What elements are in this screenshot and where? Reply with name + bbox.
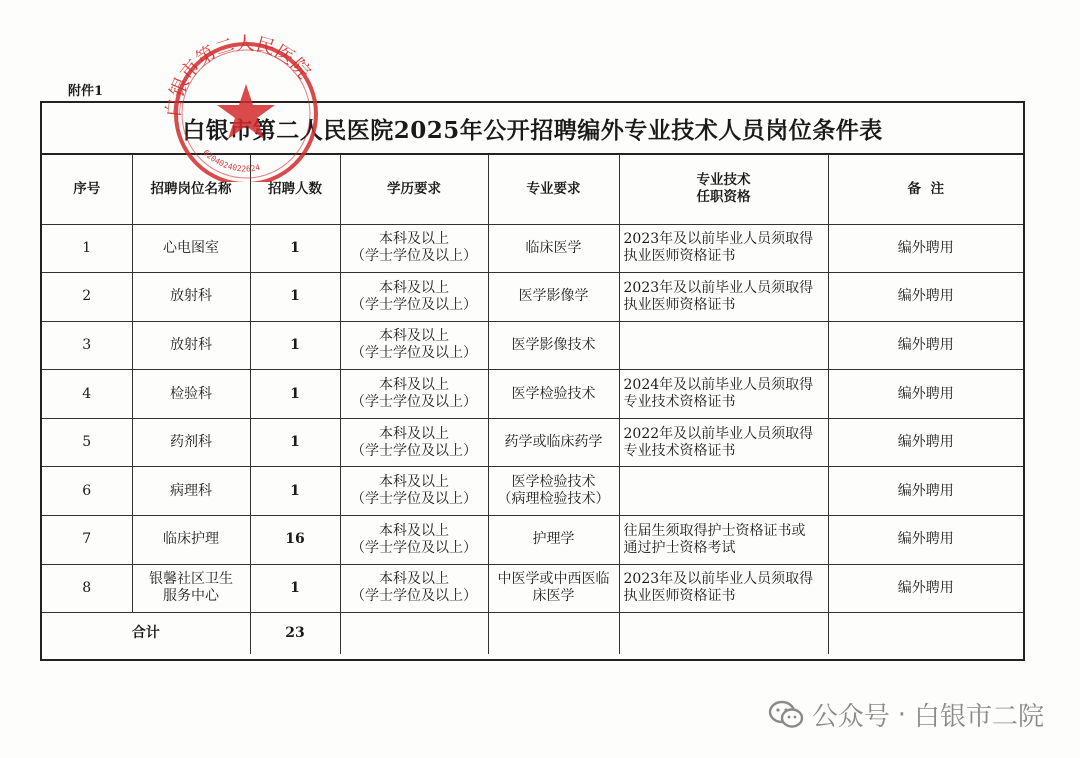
cell-qualification	[619, 467, 828, 516]
total-empty-cell	[828, 613, 1023, 654]
cell-education	[340, 273, 488, 322]
cell-education-line1: 本科及以上	[379, 231, 449, 248]
total-label: 合计	[42, 613, 250, 654]
cell-qualification-line2: 通过护士资格考试	[623, 539, 736, 556]
cell-education-line2: （学士学位及以上）	[351, 394, 477, 411]
cell-major-line1: 中医学或中西医临	[497, 571, 610, 588]
cell-remarks: 编外聘用	[828, 321, 1023, 370]
total-empty-cell	[340, 613, 488, 654]
cell-qualification-line2: 执业医师资格证书	[623, 296, 736, 313]
cell-seq: 6	[42, 467, 132, 516]
cell-education	[340, 224, 488, 273]
cell-count: 1	[250, 418, 340, 467]
header-qualification	[619, 155, 828, 224]
cell-qualification	[619, 370, 828, 419]
cell-count: 1	[250, 321, 340, 370]
table-row	[42, 418, 1023, 467]
cell-qualification-line1: 2024年及以前毕业人员须取得	[623, 377, 814, 394]
cell-major	[488, 370, 619, 419]
svg-text:6204024022624: 6204024022624	[201, 148, 261, 174]
cell-education-line1: 本科及以上	[379, 474, 449, 491]
cell-major	[488, 516, 619, 565]
cell-position-line1: 放射科	[170, 336, 212, 353]
header-qualification-line1: 专业技术	[696, 172, 751, 189]
cell-position	[132, 224, 250, 273]
cell-position-line1: 临床护理	[163, 531, 219, 548]
cell-major	[488, 224, 619, 273]
cell-seq: 8	[42, 564, 132, 613]
cell-education-line2: （学士学位及以上）	[351, 296, 477, 313]
cell-education-line2: （学士学位及以上）	[351, 588, 477, 605]
cell-major	[488, 564, 619, 613]
cell-count: 16	[250, 516, 340, 565]
cell-qualification-line2: 专业技术资格证书	[623, 394, 736, 411]
cell-remarks: 编外聘用	[828, 224, 1023, 273]
table-row	[42, 467, 1023, 516]
header-qualification-line2: 任职资格	[696, 189, 751, 206]
watermark-prefix: 公众号	[811, 702, 890, 732]
cell-education-line1: 本科及以上	[379, 425, 449, 442]
cell-seq: 4	[42, 370, 132, 419]
cell-education-line2: （学士学位及以上）	[351, 345, 477, 362]
cell-position	[132, 418, 250, 467]
cell-remarks: 编外聘用	[828, 370, 1023, 419]
cell-major	[488, 467, 619, 516]
cell-qualification	[619, 321, 828, 370]
cell-education	[340, 321, 488, 370]
header-position: 招聘岗位名称	[132, 155, 250, 224]
cell-count: 1	[250, 273, 340, 322]
cell-education	[340, 516, 488, 565]
cell-position-line1: 银馨社区卫生	[149, 571, 233, 588]
cell-count: 1	[250, 564, 340, 613]
cell-qualification	[619, 273, 828, 322]
cell-major-line2: （病理检验技术）	[497, 491, 610, 508]
cell-major	[488, 273, 619, 322]
cell-qualification	[619, 224, 828, 273]
table-row	[42, 516, 1023, 565]
cell-qualification-line2: 执业医师资格证书	[623, 248, 736, 265]
cell-education-line1: 本科及以上	[379, 279, 449, 296]
cell-count: 1	[250, 224, 340, 273]
cell-qualification-line2: 专业技术资格证书	[623, 442, 736, 459]
cell-qualification	[619, 564, 828, 613]
table-row	[42, 564, 1023, 613]
cell-major-line1: 护理学	[532, 531, 575, 548]
total-empty-cell	[619, 613, 828, 654]
cell-seq: 3	[42, 321, 132, 370]
cell-qualification-line1: 2023年及以前毕业人员须取得	[623, 279, 814, 296]
cell-education-line1: 本科及以上	[379, 377, 449, 394]
cell-education-line1: 本科及以上	[379, 522, 449, 539]
cell-education	[340, 418, 488, 467]
cell-position-line1: 心电图室	[163, 239, 219, 256]
cell-education-line2: （学士学位及以上）	[351, 491, 477, 508]
cell-count: 1	[250, 467, 340, 516]
cell-seq: 5	[42, 418, 132, 467]
document-title: 白银市第二人民医院2025年公开招聘编外专业技术人员岗位条件表	[42, 103, 1023, 155]
cell-position-line1: 病理科	[170, 482, 212, 499]
header-education: 学历要求	[340, 155, 488, 224]
table-row	[42, 370, 1023, 419]
cell-seq: 7	[42, 516, 132, 565]
cell-major-line1: 医学检验技术	[511, 385, 596, 402]
total-empty-cell	[488, 613, 619, 654]
cell-qualification-line1: 往届生须取得护士资格证书或	[623, 522, 806, 539]
cell-position	[132, 273, 250, 322]
cell-remarks: 编外聘用	[828, 467, 1023, 516]
cell-position	[132, 370, 250, 419]
cell-qualification	[619, 418, 828, 467]
cell-major-line1: 医学检验技术	[511, 474, 596, 491]
attachment-label: 附件1	[68, 84, 104, 99]
header-major: 专业要求	[488, 155, 619, 224]
cell-position	[132, 516, 250, 565]
table-row	[42, 321, 1023, 370]
cell-position	[132, 564, 250, 613]
recruitment-table	[42, 155, 1023, 654]
cell-education-line2: （学士学位及以上）	[351, 539, 477, 556]
header-seq: 序号	[42, 155, 132, 224]
table-row	[42, 224, 1023, 273]
cell-education	[340, 467, 488, 516]
cell-remarks: 编外聘用	[828, 516, 1023, 565]
cell-education-line1: 本科及以上	[379, 328, 449, 345]
watermark-separator: ·	[897, 699, 906, 730]
cell-education	[340, 564, 488, 613]
cell-count: 1	[250, 370, 340, 419]
header-remarks: 备 注	[828, 155, 1023, 224]
cell-position	[132, 321, 250, 370]
header-count: 招聘人数	[250, 155, 340, 224]
cell-position-line1: 检验科	[170, 385, 212, 402]
wechat-icon	[768, 700, 804, 730]
cell-qualification-line1: 2022年及以前毕业人员须取得	[623, 425, 814, 442]
cell-major-line1: 医学影像学	[518, 288, 589, 305]
recruitment-table-frame	[40, 101, 1025, 661]
cell-major-line1: 临床医学	[525, 239, 582, 256]
cell-remarks: 编外聘用	[828, 418, 1023, 467]
cell-position-line1: 药剂科	[170, 434, 212, 451]
cell-qualification-line1: 2023年及以前毕业人员须取得	[623, 231, 814, 248]
table-row	[42, 273, 1023, 322]
total-row	[42, 613, 1023, 654]
cell-qualification-line1: 2023年及以前毕业人员须取得	[623, 571, 814, 588]
cell-qualification-line2: 执业医师资格证书	[623, 588, 736, 605]
wechat-watermark	[768, 696, 1044, 733]
cell-major-line1: 药学或临床药学	[504, 434, 603, 451]
cell-position	[132, 467, 250, 516]
cell-remarks: 编外聘用	[828, 273, 1023, 322]
cell-education-line1: 本科及以上	[379, 571, 449, 588]
cell-seq: 2	[42, 273, 132, 322]
cell-position-line2: 服务中心	[163, 588, 219, 605]
total-count: 23	[250, 613, 340, 654]
cell-education-line2: （学士学位及以上）	[351, 442, 477, 459]
cell-position-line1: 放射科	[170, 288, 212, 305]
watermark-name: 白银市二院	[913, 702, 1044, 732]
svg-text:白银市第二人民医院: 白银市第二人民医院	[162, 32, 315, 119]
cell-major	[488, 418, 619, 467]
cell-seq: 1	[42, 224, 132, 273]
cell-education	[340, 370, 488, 419]
official-seal-stamp	[160, 32, 330, 182]
table-body	[42, 224, 1023, 613]
cell-major-line2: 床医学	[532, 588, 575, 605]
cell-major-line1: 医学影像技术	[511, 336, 596, 353]
cell-major	[488, 321, 619, 370]
cell-remarks: 编外聘用	[828, 564, 1023, 613]
cell-education-line2: （学士学位及以上）	[351, 248, 477, 265]
cell-qualification	[619, 516, 828, 565]
